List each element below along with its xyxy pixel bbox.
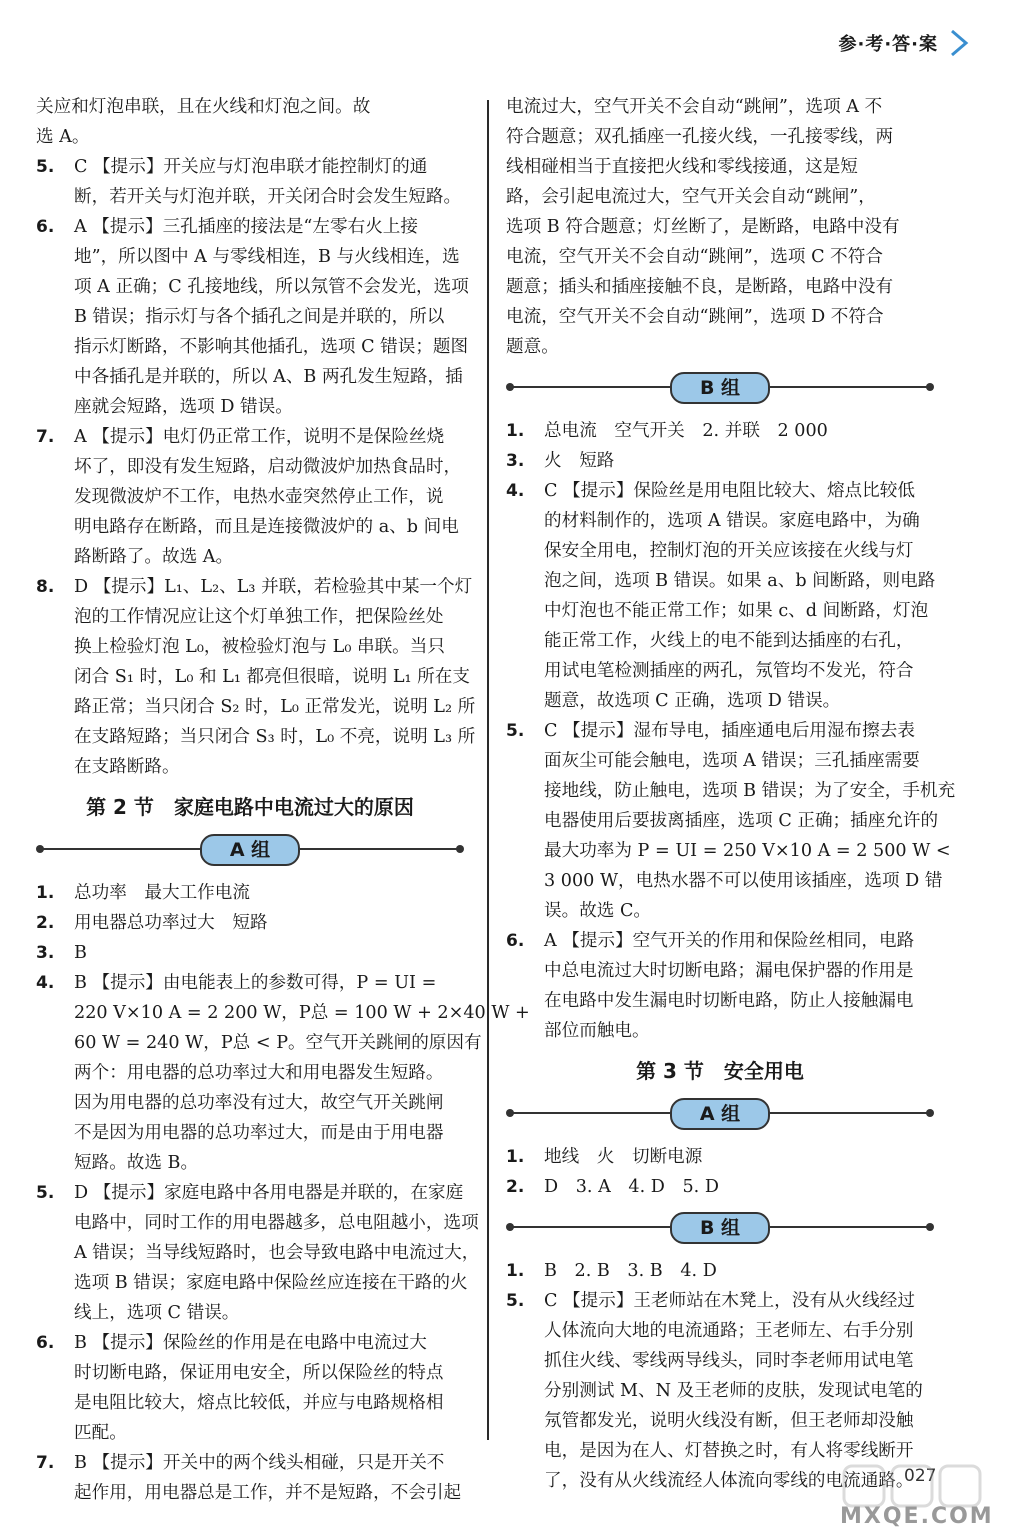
answer-text: 路断路了。故选 A。 [74,547,234,567]
right-column [506,92,956,1496]
group-banner [36,828,464,870]
answer-item [506,1256,934,1286]
answer-first-line [36,1448,464,1478]
text-line: 题意；插头和插座接触不良，是断路，电路中没有 [506,277,894,297]
answer-text: 不是因为用电器的总功率过大，而是由于用电器 [74,1123,444,1143]
answer-text: 路正常；当只闭合 S₂ 时，L₀ 正常发光，说明 L₂ 所 [74,697,476,717]
answer-text: 在支路断路。 [74,757,180,777]
answer-item [506,1142,934,1172]
answer-text: 人体流向大地的电流通路；王老师左、右手分别 [544,1321,914,1341]
answer-text: 指示灯断路，不影响其他插孔，选项 C 错误；题图 [74,337,469,357]
rule-dot [506,383,514,391]
answer-text: 选项 B 错误；家庭电路中保险丝应连接在干路的火 [74,1273,468,1293]
answer-text: 发现微波炉不工作，电热水壶突然停止工作，说 [74,487,444,507]
answer-text: D 【提示】家庭电路中各用电器是并联的，在家庭 [74,1183,464,1203]
answer-text: 接地线，防止触电，选项 B 错误；为了安全，手机充 [544,781,956,801]
answer-item [506,1172,934,1202]
answer-text: 中总电流过大时切断电路；漏电保护器的作用是 [544,961,914,981]
text-line: 线相碰相当于直接把火线和零线接通，这是短 [506,157,858,177]
answer-number: 1. [506,421,525,441]
answer-text: 保安全用电，控制灯泡的开关应该接在火线与灯 [544,541,914,561]
answer-first-line [36,938,464,968]
answer-text: 的材料制作的，选项 A 错误。家庭电路中，为确 [544,511,920,531]
answer-text: 能正常工作，火线上的电不能到达插座的右孔， [544,631,914,651]
answer-text: 两个：用电器的总功率过大和用电器发生短路。 [74,1063,444,1083]
answer-text: 坏了，即没有发生短路，启动微波炉加热食品时， [74,457,462,477]
answer-text: C 【提示】湿布导电，插座通电后用湿布擦去表 [544,721,915,741]
answer-text: 分别测试 M、N 及王老师的皮肤，发现试电笔的 [544,1381,923,1401]
answer-text: 了，没有从火线流经人体流向零线的电流通路。 [544,1471,914,1491]
text-line: 电流过大，空气开关不会自动“跳闸”，选项 A 不 [506,97,883,117]
text-line: 选 A。 [36,127,90,147]
column-divider [487,100,489,1440]
group-banner [506,1206,934,1248]
answer-text: 电路中，同时工作的用电器越多，总电阻越小，选项 [74,1213,479,1233]
chevron-right-icon [944,28,974,58]
section-title: 第 3 节 安全用电 [636,1059,804,1083]
answer-text: 因为用电器的总功率没有过大，故空气开关跳闸 [74,1093,444,1113]
answer-text: 在电路中发生漏电时切断电路，防止人接触漏电 [544,991,914,1011]
answer-number: 7. [36,427,55,447]
answer-first-line [506,716,934,746]
answer-item [36,908,464,938]
answer-text: C 【提示】开关应与灯泡串联才能控制灯的通 [74,157,428,177]
group-label: A 组 [200,834,300,866]
rule-dot [506,1223,514,1231]
answer-first-line [36,878,464,908]
left-column [36,92,530,1508]
answer-text: 断，若开关与灯泡并联，开关闭合时会发生短路。 [74,187,462,207]
answer-text: 是电阻比较大，熔点比较低，并应与电路规格相 [74,1393,444,1413]
answer-number: 2. [506,1177,525,1197]
answer-number: 5. [506,1291,525,1311]
answer-text: A 【提示】空气开关的作用和保险丝相同，电路 [544,931,915,951]
answer-text: 最大功率为 P = UI = 250 V×10 A = 2 500 W < [544,841,951,861]
answer-item [36,968,530,1178]
group-banner [506,1092,934,1134]
answer-text: 面灰尘可能会触电，选项 A 错误；三孔插座需要 [544,751,920,771]
answer-number: 1. [36,883,55,903]
answer-number: 3. [506,451,525,471]
answer-text: 地线 火 切断电源 [544,1147,703,1167]
answer-item [506,716,956,926]
answer-text: 短路。故选 B。 [74,1153,199,1173]
answer-item [506,416,934,446]
answer-first-line [36,212,464,242]
answer-text: 明电路存在断路，而且是连接微波炉的 a、b 间电 [74,517,459,537]
text-line: 选项 B 符合题意；灯丝断了，是断路，电路中没有 [506,217,900,237]
answer-text: A 【提示】三孔插座的接法是“左零右火上接 [74,217,418,237]
answer-first-line [506,416,934,446]
answer-text: 电器使用后要拔离插座，选项 C 正确；插座允许的 [544,811,939,831]
answer-text: C 【提示】王老师站在木凳上，没有从火线经过 [544,1291,915,1311]
answer-text: 中各插孔是并联的，所以 A、B 两孔发生短路，插 [74,367,463,387]
answer-text: 电，是因为在人、灯替换之时，有人将零线断开 [544,1441,914,1461]
page-number: 027 [904,1466,937,1486]
answer-text: 泡的工作情况应让这个灯单独工作，把保险丝处 [74,607,444,627]
answer-text: 用试电笔检测插座的两孔，氖管均不发光，符合 [544,661,914,681]
answer-text: 题意，故选项 C 正确，选项 D 错误。 [544,691,841,711]
answer-text: D 3. A 4. D 5. D [544,1177,719,1197]
answer-text: 3 000 W，电热水器不可以使用该插座，选项 D 错 [544,871,943,891]
answer-first-line [506,446,934,476]
answer-text: 换上检验灯泡 L₀，被检验灯泡与 L₀ 串联。当只 [74,637,445,657]
rule-dot [926,1109,934,1117]
answer-first-line [36,968,464,998]
answer-item [506,926,934,1046]
answer-text: 总功率 最大工作电流 [74,883,250,903]
answer-item [36,422,464,572]
answer-text: B 【提示】由电能表上的参数可得，P = UI = [74,973,437,993]
answer-text: 220 V×10 A = 2 200 W，P总 = 100 W + 2×40 W + [74,1003,530,1023]
answer-first-line [36,422,464,452]
text-line: 符合题意；双孔插座一孔接火线，一孔接零线，两 [506,127,894,147]
group-banner [506,366,934,408]
answer-number: 6. [36,217,55,237]
answer-first-line [36,1328,464,1358]
text-line: 路，会引起电流过大，空气开关会自动“跳闸”， [506,187,876,207]
answer-text: 在支路短路；当只闭合 S₃ 时，L₀ 不亮，说明 L₃ 所 [74,727,476,747]
group-label: A 组 [670,1098,770,1130]
text-line: 关应和灯泡串联，且在火线和灯泡之间。故 [36,97,371,117]
answer-text: 火 短路 [544,451,615,471]
answer-first-line [506,1286,934,1316]
answer-item [506,476,934,716]
answer-text: A 【提示】电灯仍正常工作，说明不是保险丝烧 [74,427,445,447]
answer-first-line [36,1178,464,1208]
answer-number: 5. [36,1183,55,1203]
answer-first-line [506,1142,934,1172]
answer-text: 泡之间，选项 B 错误。如果 a、b 间断路，则电路 [544,571,936,591]
text-line: 题意。 [506,337,559,357]
answer-text: B [74,943,87,963]
answer-text: 误。故选 C。 [544,901,652,921]
group-label: B 组 [670,372,770,404]
answer-text: 项 A 正确；C 孔接地线，所以氖管不会发光，选项 [74,277,469,297]
rule-dot [456,845,464,853]
answer-text: 起作用，用电器总是工作，并不是短路，不会引起 [74,1483,462,1503]
answer-text: 地”，所以图中 A 与零线相连，B 与火线相连，选 [74,247,460,267]
text-line: 电流，空气开关不会自动“跳闸”，选项 C 不符合 [506,247,883,267]
answer-number: 7. [36,1453,55,1473]
answer-text: B 2. B 3. B 4. D [544,1261,717,1281]
text-line: 电流，空气开关不会自动“跳闸”，选项 D 不符合 [506,307,884,327]
answer-number: 4. [506,481,525,501]
section-title: 第 2 节 家庭电路中电流过大的原因 [86,795,414,819]
answer-item [36,878,464,908]
answer-first-line [506,476,934,506]
answer-text: C 【提示】保险丝是用电阻比较大、熔点比较低 [544,481,915,501]
answer-first-line [36,152,464,182]
answer-text: A 错误；当导线短路时，也会导致电路中电流过大， [74,1243,480,1263]
answer-number: 5. [36,157,55,177]
answer-text: 匹配。 [74,1423,127,1443]
rule-dot [926,383,934,391]
answer-item [36,1178,480,1328]
answer-number: 6. [36,1333,55,1353]
answer-text: 座就会短路，选项 D 错误。 [74,397,293,417]
answer-first-line [36,908,464,938]
answer-item [36,572,476,782]
answer-number: 1. [506,1261,525,1281]
rule-dot [926,1223,934,1231]
header-title: 参·考·答·案 [838,34,938,55]
answer-text: 总电流 空气开关 2. 并联 2 000 [544,421,828,441]
group-label: B 组 [670,1212,770,1244]
answer-text: 中灯泡也不能正常工作；如果 c、d 间断路，灯泡 [544,601,929,621]
answer-text: B 【提示】开关中的两个线头相碰，只是开关不 [74,1453,445,1473]
answer-first-line [36,572,473,602]
answer-number: 5. [506,721,525,741]
answer-text: B 【提示】保险丝的作用是在电路中电流过大 [74,1333,427,1353]
answer-item [506,446,934,476]
answer-text: 时切断电路，保证用电安全，所以保险丝的特点 [74,1363,444,1383]
answer-text: 60 W = 240 W，P总 < P。空气开关跳闸的原因有 [74,1033,482,1053]
answer-text: 氖管都发光，说明火线没有断，但王老师却没触 [544,1411,914,1431]
watermark-text: MXQE.COM [840,1504,994,1529]
answer-number: 2. [36,913,55,933]
answer-text: D 【提示】L₁、L₂、L₃ 并联，若检验其中某一个灯 [74,577,473,597]
answer-text: 部位而触电。 [544,1021,650,1041]
answer-item [36,1328,464,1448]
answer-number: 1. [506,1147,525,1167]
answer-text: 抓住火线、零线两导线头，同时李老师用试电笔 [544,1351,914,1371]
answer-item [36,212,469,422]
answer-text: 用电器总功率过大 短路 [74,913,268,933]
answer-text: 闭合 S₁ 时，L₀ 和 L₁ 都亮但很暗，说明 L₁ 所在支 [74,667,470,687]
answer-first-line [506,1256,934,1286]
answer-number: 6. [506,931,525,951]
answer-first-line [506,1172,934,1202]
answer-number: 4. [36,973,55,993]
answer-number: 3. [36,943,55,963]
answer-item [36,938,464,968]
answer-first-line [506,926,934,956]
answer-text: B 错误；指示灯与各个插孔之间是并联的，所以 [74,307,445,327]
answer-number: 8. [36,577,55,597]
rule-dot [506,1109,514,1117]
rule-dot [36,845,44,853]
answer-item [36,1448,464,1508]
answer-text: 线上，选项 C 错误。 [74,1303,240,1323]
answer-item [36,152,464,212]
